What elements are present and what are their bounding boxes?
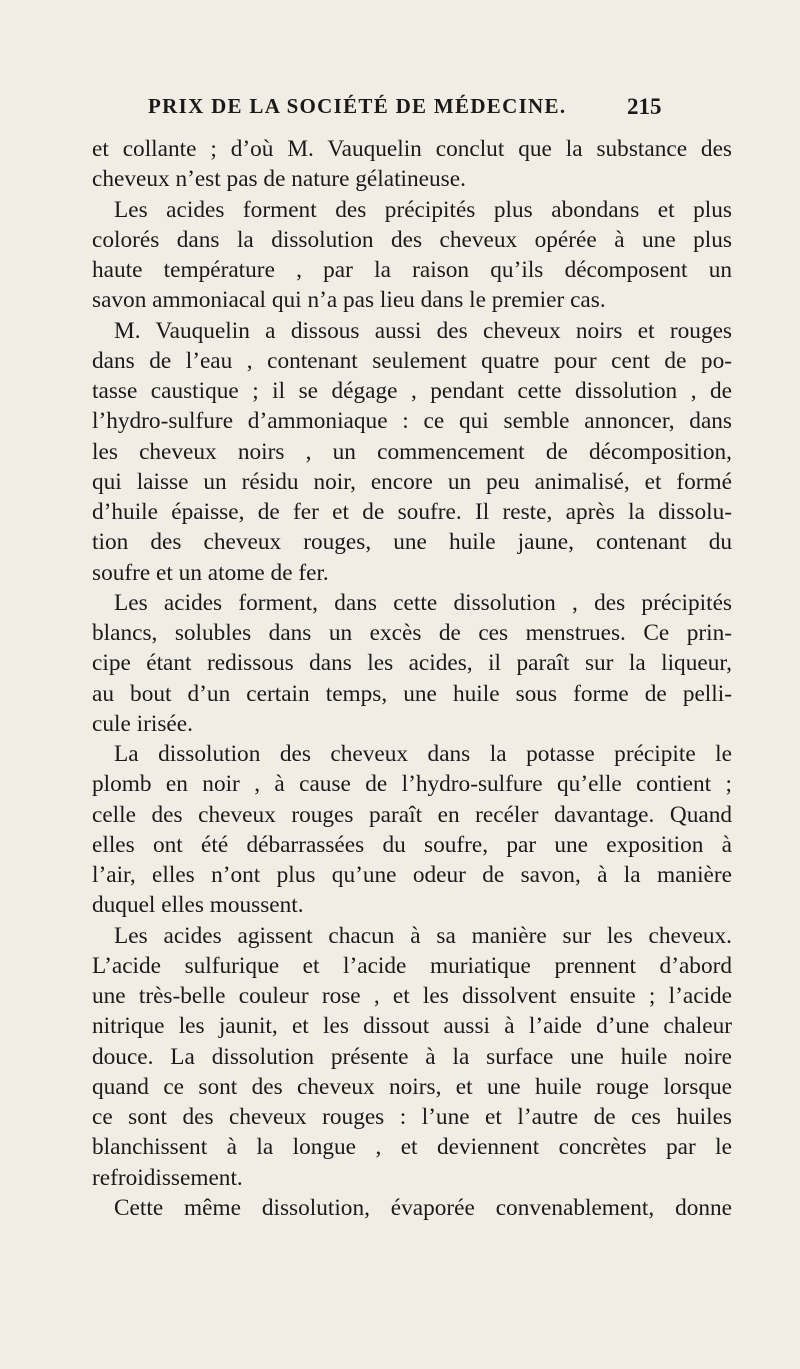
text-line-21: La dissolution des cheveux dans la potasse précipite le (114, 741, 732, 767)
text-line-22: plomb en noir , à cause de l’hydro-sulfure qu’elle contient ; (92, 771, 732, 798)
text-line-5: haute température , par la raison qu’ils décomposent un (92, 257, 732, 283)
text-line-11: les cheveux noirs , un commencement de décomposition, (92, 438, 732, 465)
text-line-8: dans de l’eau , contenant seulement quatre pour cent de po- (92, 347, 732, 374)
text-line-15: soufre et un atome de fer. (92, 559, 329, 586)
text-line-19: au bout d’un certain temps, une huile sous forme de pelli- (92, 680, 732, 707)
page-number: 215 (627, 94, 662, 119)
text-line-28: L’acide sulfurique et l’acide muriatique prennent d’abord (92, 952, 732, 979)
text-line-35: refroidissement. (92, 1164, 243, 1191)
text-line-2: cheveux n’est pas de nature gélatineuse. (92, 166, 466, 193)
text-line-25: l’air, elles n’ont plus qu’une odeur de savon, à la manière (92, 862, 732, 888)
text-line-14: tion des cheveux rouges, une huile jaune, contenant du (92, 529, 732, 556)
text-line-31: douce. La dissolution présente à la surface une huile noire (92, 1043, 732, 1070)
running-header (0, 94, 800, 128)
text-line-12: qui laisse un résidu noir, encore un peu animalisé, et formé (92, 468, 732, 495)
text-line-3: Les acides forment des précipités plus abondans et plus (114, 196, 732, 223)
text-line-16: Les acides forment, dans cette dissolution , des précipités (114, 589, 732, 616)
text-line-24: elles ont été débarrassées du soufre, par une exposition à (92, 831, 732, 858)
text-line-29: une très-belle couleur rose , et les dissolvent ensuite ; l’acide (92, 983, 732, 1009)
text-line-32: quand ce sont des cheveux noirs, et une huile rouge lorsque (92, 1073, 732, 1100)
text-line-20: cule irisée. (92, 710, 193, 737)
body-text (92, 134, 732, 1223)
text-line-34: blanchissent à la longue , et deviennent concrètes par le (92, 1134, 732, 1161)
running-title: PRIX DE LA SOCIÉTÉ DE MÉDECINE. (148, 94, 567, 118)
text-line-13: d’huile épaisse, de fer et de soufre. Il reste, après la dissolu- (92, 499, 732, 525)
text-line-1: et collante ; d’où M. Vauquelin conclut que la substance des (92, 136, 732, 162)
text-line-4: colorés dans la dissolution des cheveux opérée à une plus (92, 226, 732, 253)
text-line-27: Les acides agissent chacun à sa manière sur les cheveux. (114, 922, 732, 949)
text-line-36: Cette même dissolution, évaporée convenablement, donne (114, 1194, 732, 1221)
text-line-7: M. Vauquelin a dissous aussi des cheveux noirs et rouges (114, 317, 732, 344)
text-line-17: blancs, solubles dans un excès de ces menstrues. Ce prin- (92, 620, 732, 646)
text-line-26: duquel elles moussent. (92, 892, 304, 919)
text-line-18: cipe étant redissous dans les acides, il paraît sur la liqueur, (92, 650, 732, 677)
text-line-30: nitrique les jaunit, et les dissout aussi à l’aide d’une chaleur (92, 1013, 732, 1040)
text-line-6: savon ammoniacal qui n’a pas lieu dans le premier cas. (92, 287, 606, 314)
text-line-10: l’hydro-sulfure d’ammoniaque : ce qui semble annoncer, dans (92, 408, 732, 435)
text-line-23: celle des cheveux rouges paraît en recéler davantage. Quand (92, 801, 732, 828)
text-line-9: tasse caustique ; il se dégage , pendant cette dissolution , de (92, 378, 732, 404)
text-line-33: ce sont des cheveux rouges : l’une et l’autre de ces huiles (92, 1104, 732, 1130)
